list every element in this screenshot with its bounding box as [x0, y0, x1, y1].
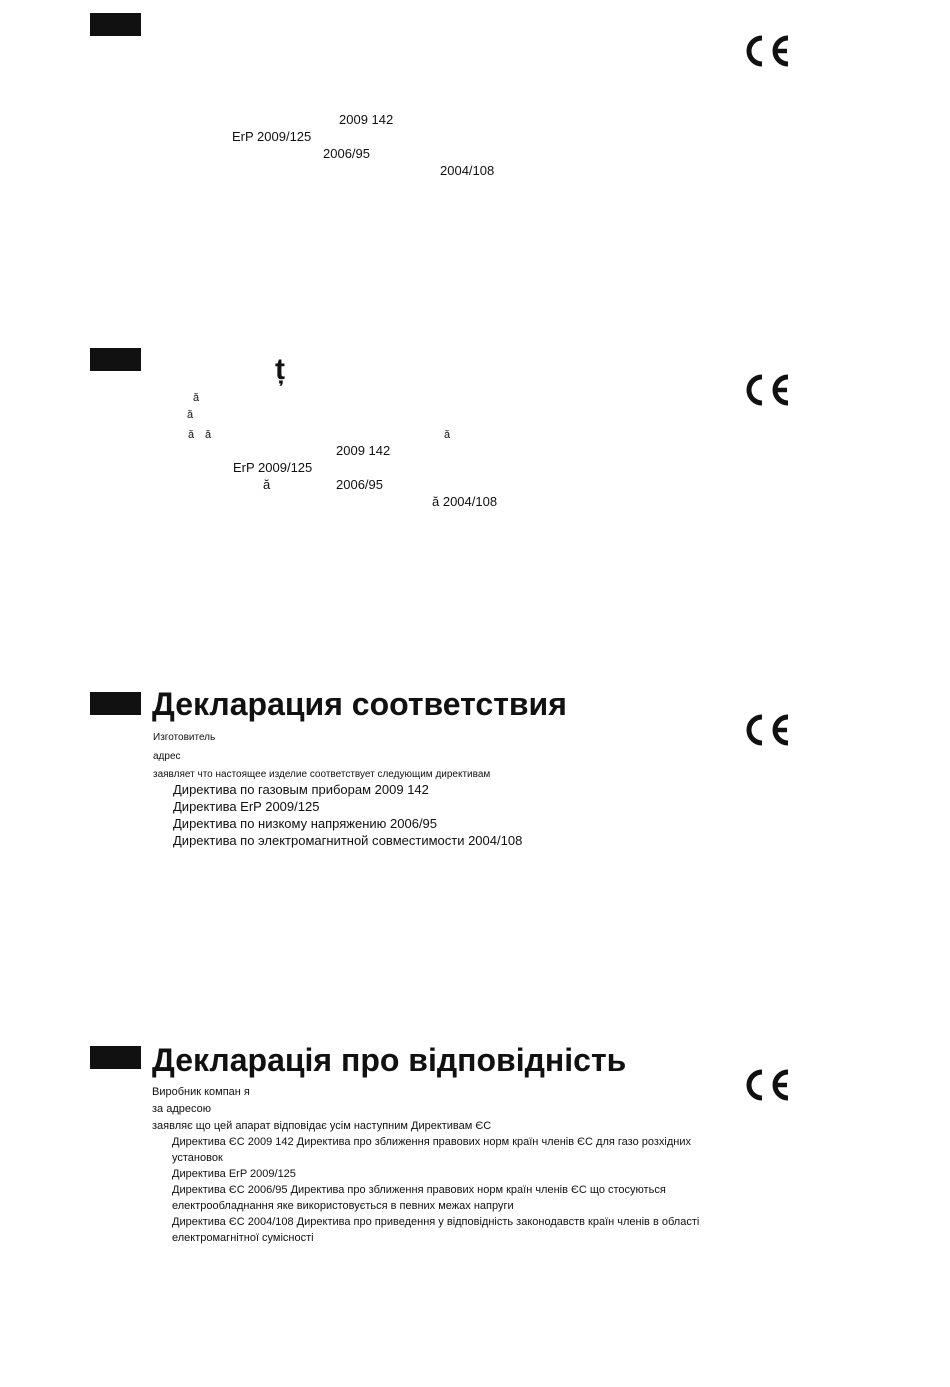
- language-tab-block: [90, 1046, 141, 1069]
- directive-line: Директива ЄС 2006/95 Директива про зближення правових норм країн членів ЄС що стосуються: [172, 1184, 666, 1196]
- text-fragment: ă: [187, 409, 194, 421]
- language-tab-block: [90, 348, 141, 371]
- directive-line: Директива по электромагнитной совместимости 2004/108: [173, 833, 523, 848]
- declaration-statement: заявляє що цей апарат відповідає усім наступним Директивам ЄС: [152, 1120, 492, 1132]
- ce-mark-icon: [740, 1067, 792, 1103]
- directive-line: Директива по газовым приборам 2009 142: [173, 782, 429, 797]
- ce-mark-icon: [740, 33, 792, 69]
- directive-line: ă 2004/108: [432, 494, 498, 509]
- address-label: адрес: [153, 751, 181, 762]
- text-fragment: ă: [188, 429, 195, 441]
- manufacturer-label: Изготовитель: [153, 732, 216, 743]
- text-fragment: ă: [263, 477, 271, 492]
- directive-line: установок: [172, 1152, 223, 1164]
- address-label: за адресою: [152, 1103, 211, 1115]
- ce-mark-icon: [740, 712, 792, 748]
- directive-line: 2004/108: [440, 163, 495, 178]
- directive-line: Директива ErP 2009/125: [172, 1168, 296, 1180]
- directive-line: 2009 142: [339, 112, 394, 127]
- text-fragment: ă: [205, 429, 212, 441]
- directive-line: Директива по низкому напряжению 2006/95: [173, 816, 438, 831]
- manufacturer-label: Виробник компан я: [152, 1086, 250, 1098]
- directive-line: 2009 142: [336, 443, 391, 458]
- section-title: Декларация соответствия: [152, 686, 567, 722]
- text-fragment: ă: [193, 392, 200, 404]
- section-title-glyph: ț: [275, 353, 285, 386]
- language-tab-block: [90, 692, 141, 715]
- directive-line: Директива ЄС 2009 142 Директива про зближення правових норм країн членів ЄС для газо розхідних: [172, 1136, 691, 1148]
- section-title: Декларація про відповідність: [152, 1042, 627, 1078]
- language-tab-block: [90, 13, 141, 36]
- directive-line: 2006/95: [336, 477, 383, 492]
- text-fragment: ă: [444, 429, 451, 441]
- directive-line: ErP 2009/125: [232, 129, 312, 144]
- directive-line: Директива ЄС 2004/108 Директива про приведення у відповідність законодавств країн членів в області: [172, 1216, 700, 1228]
- ce-mark-icon: [740, 372, 792, 408]
- directive-line: електромагнітної сумісності: [172, 1232, 314, 1244]
- directive-line: ErP 2009/125: [233, 460, 313, 475]
- directive-line: 2006/95: [323, 146, 370, 161]
- directive-line: електрообладнання яке використовується в певних межах напруги: [172, 1200, 514, 1212]
- directive-line: Директива ErP 2009/125: [173, 799, 320, 814]
- declaration-statement: заявляет что настоящее изделие соответствует следующим директивам: [153, 769, 491, 780]
